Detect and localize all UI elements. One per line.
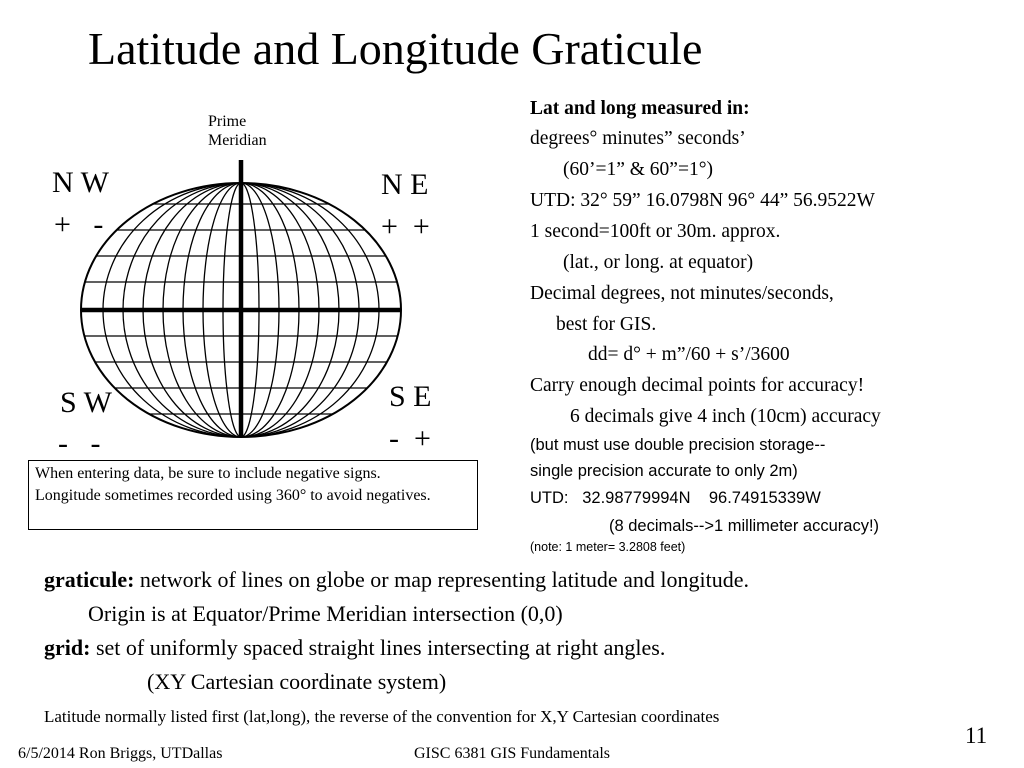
right-panel-line: degrees° minutes” seconds’ <box>530 128 746 149</box>
prime-meridian-label-line1: Prime <box>208 113 247 130</box>
quadrant-sw-signs: - - <box>58 427 101 460</box>
quadrant-ne-label: N E <box>381 168 429 201</box>
grid-term: grid: <box>44 635 91 660</box>
right-panel-line: (lat., or long. at equator) <box>563 252 754 273</box>
right-panel-line: UTD: 32° 59” 16.0798N 96° 44” 56.9522W <box>530 190 875 211</box>
quadrant-se-signs: - + <box>389 422 431 455</box>
prime-meridian-label-line2: Meridian <box>208 132 267 149</box>
right-panel-line: best for GIS. <box>556 314 657 335</box>
negative-signs-note-box <box>28 460 478 530</box>
quadrant-nw-signs: + - <box>54 208 104 241</box>
quadrant-se-label: S E <box>389 380 432 413</box>
prime-meridian-label <box>208 112 267 150</box>
grid-note-text: (XY Cartesian coordinate system) <box>147 669 447 694</box>
page-number: 11 <box>965 723 988 748</box>
right-panel-sans-line: (note: 1 meter= 3.2808 feet) <box>530 540 686 554</box>
graticule-origin-text: Origin is at Equator/Prime Meridian intersection (0,0) <box>88 601 563 626</box>
graticule-definition <box>44 563 749 597</box>
right-panel-sans-line: single precision accurate to only 2m) <box>530 462 798 480</box>
grid-text: set of uniformly spaced straight lines intersecting at right angles. <box>90 635 666 660</box>
right-panel-sans-line: UTD: 32.98779994N 96.74915339W <box>530 489 821 507</box>
graticule-text: network of lines on globe or map representing latitude and longitude. <box>134 567 750 592</box>
slide-title: Latitude and Longitude Graticule <box>88 23 703 74</box>
right-panel-line: Carry enough decimal points for accuracy! <box>530 375 865 396</box>
right-panel-line: (60’=1” & 60”=1°) <box>563 159 714 180</box>
right-panel-heading: Lat and long measured in: <box>530 98 750 119</box>
right-panel-sans-line: (but must use double precision storage-- <box>530 436 826 454</box>
latitude-order-note: Latitude normally listed first (lat,long), the reverse of the convention for X,Y Cartesian coordinates <box>44 707 720 726</box>
graticule-term: graticule: <box>44 567 135 592</box>
right-panel-sans-line: (8 decimals-->1 millimeter accuracy!) <box>609 517 880 535</box>
note-line: Longitude sometimes recorded using 360° to avoid negatives. <box>35 487 431 504</box>
grid-definition <box>44 631 665 665</box>
footer-date-author: 6/5/2014 Ron Briggs, UTDallas <box>18 745 223 762</box>
quadrant-nw-label: N W <box>52 166 109 199</box>
right-panel-line: Decimal degrees, not minutes/seconds, <box>530 283 834 304</box>
right-panel-line: 1 second=100ft or 30m. approx. <box>530 221 781 242</box>
quadrant-ne-signs: + + <box>381 210 430 243</box>
right-panel-line: dd= d° + m”/60 + s’/3600 <box>588 344 790 365</box>
quadrant-sw-label: S W <box>60 386 112 419</box>
note-line: When entering data, be sure to include negative signs. <box>35 465 381 482</box>
footer-course: GISC 6381 GIS Fundamentals <box>414 745 610 762</box>
right-panel-line: 6 decimals give 4 inch (10cm) accuracy <box>570 406 881 427</box>
